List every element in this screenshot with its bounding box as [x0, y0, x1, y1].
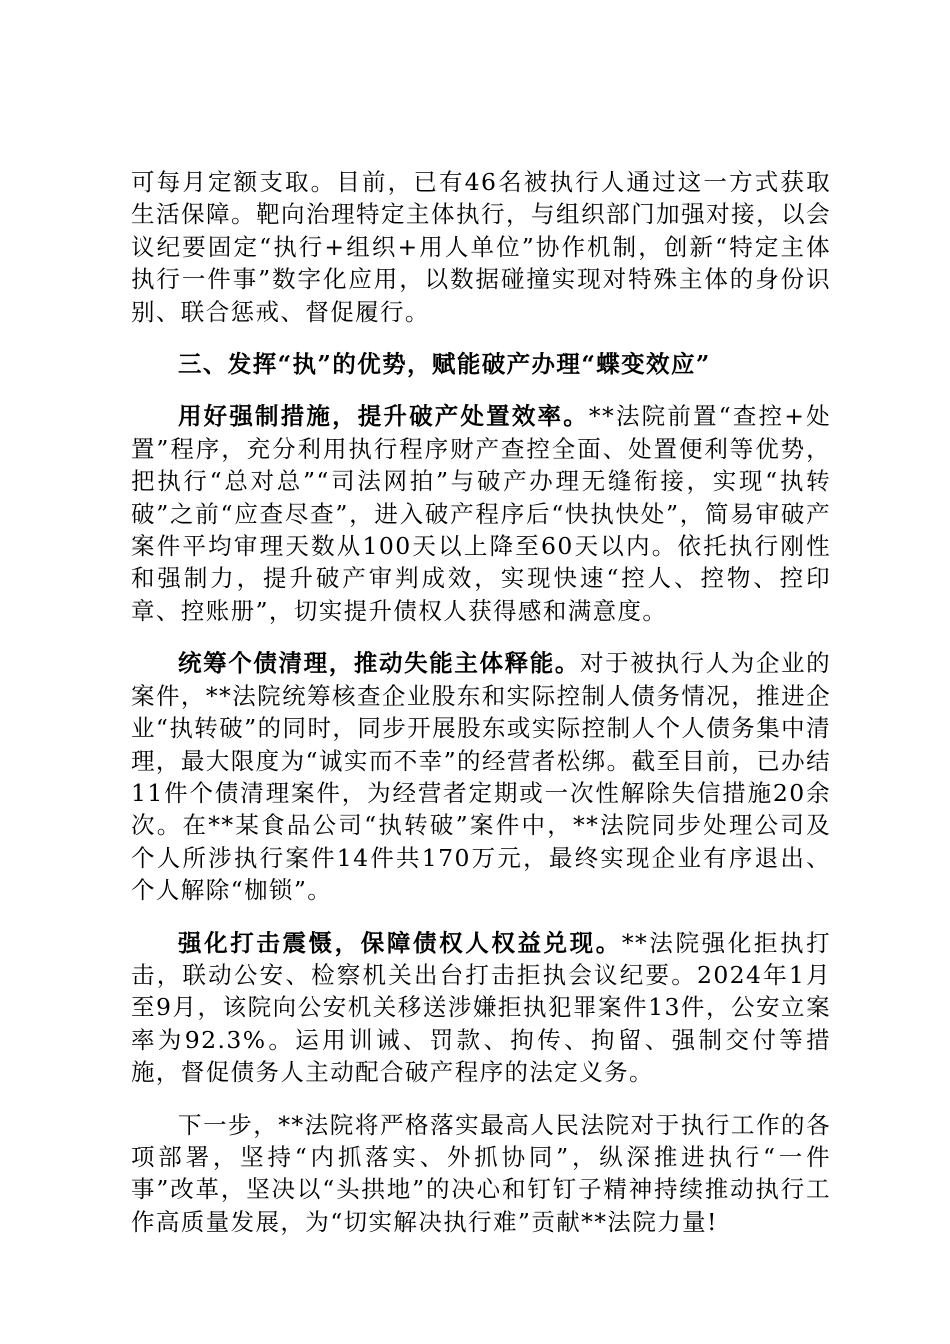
paragraph-lead: 统筹个债清理，推动失能主体释能。 [178, 649, 580, 678]
paragraph-next-step: 下一步，**法院将严格落实最高人民法院对于执行工作的各项部署，坚持“内抓落实、外抓协同”，纵深推进执行“一件事”改革，坚决以“头拱地”的决心和钉钉子精神持续推动执行工作高质量发展，为“切实解决执行难”贡献**法院力量! [131, 1110, 831, 1236]
paragraph-body: 对于被执行人为企业的案件，**法院统筹核查企业股东和实际控制人债务情况，推进企业“执转破”的同时，同步开展股东或实际控制人个人债务集中清理，最大限度为“诚实而不幸”的经营者松绑。截至目前，已办结11件个债清理案件，为经营者定期或一次性解除失信措施20余次。在**某食品公司“执转破”案件中，**法院同步处理公司及个人所涉执行案件14件共170万元，最终实现企业有序退出、个人解除“枷锁”。 [131, 649, 831, 905]
paragraph-continuation: 可每月定额支取。目前，已有46名被执行人通过这一方式获取生活保障。靶向治理特定主体执行，与组织部门加强对接，以会议纪要固定“执行+组织+用人单位”协作机制，创新“特定主体执行一件事”数字化应用，以数据碰撞实现对特殊主体的身份识别、联合惩戒、督促履行。 [131, 168, 831, 326]
paragraph-body: **法院强化拒执打击，联动公安、检察机关出台打击拒执会议纪要。2024年1月至9月，该院向公安机关移送涉嫌拒执犯罪案件13件，公安立案率为92.3%。运用训诫、罚款、拘传、拘留、强制交付等措施，督促债务人主动配合破产程序的法定义务。 [131, 928, 831, 1087]
paragraph-lead: 用好强制措施，提升破产处置效率。 [178, 402, 589, 431]
document-page [131, 166, 831, 1238]
paragraph-body: **法院前置“查控+处置”程序，充分利用执行程序财产查控全面、处置便利等优势，把执行“总对总”“司法网拍”与破产办理无缝衔接，实现“执转破”之前“应查尽查”，进入破产程序后“快执快处”，简易审破产案件平均审理天数从100天以上降至60天以内。依托执行刚性和强制力，提升破产审判成效，实现快速“控人、控物、控印章、控账册”，切实提升债权人获得感和满意度。 [131, 402, 831, 625]
paragraph-bankruptcy-efficiency [131, 400, 831, 627]
section-heading: 三、发挥“执”的优势，赋能破产办理“蝶变效应” [178, 350, 711, 379]
paragraph-deterrence [131, 927, 831, 1089]
paragraph-lead: 强化打击震慑，保障债权人权益兑现。 [178, 928, 622, 957]
paragraph-personal-debt [131, 647, 831, 906]
